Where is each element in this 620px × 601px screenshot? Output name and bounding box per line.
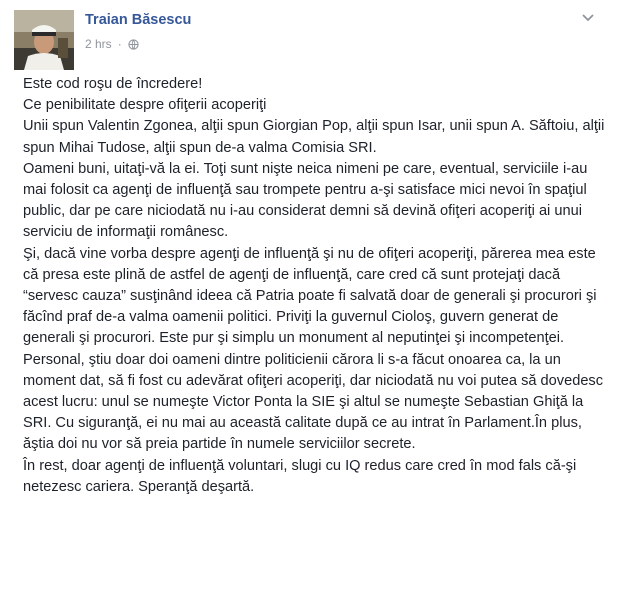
- post-paragraph: Este cod roşu de încredere!: [23, 76, 203, 92]
- post-meta: [85, 37, 139, 51]
- globe-icon[interactable]: [128, 39, 139, 50]
- meta-separator: ·: [117, 37, 122, 51]
- post-paragraph: Oameni buni, uitaţi-vă la ei. Toţi sunt nişte neica nimeni pe care, eventual, serviciile i-au mai folosit ca agenţi de influenţă sau trompete pentru a-şi satisface mici nevoi în spaţiul public, dar pe care niciodată nu i-au considerat demni să devină ofiţeri acoperiţi ai unui serviciu de informaţii românesc.: [23, 160, 588, 241]
- post-paragraph: Unii spun Valentin Zgonea, alţii spun Giorgian Pop, alţii spun Isar, unii spun A. Săftoiu, alţii spun Mihai Tudose, alţii spun de-a valma Comisia SRI.: [23, 118, 605, 156]
- post-paragraph: Şi, dacă vine vorba despre agenţi de influenţă şi nu de ofiţeri acoperiţi, părerea mea este că presa este plină de astfel de agenţi de influenţă, care cred că sunt protejaţi dacă “servesc cauza” susţinând ideea că Patria poate fi salvată doar de generali şi procurori şi făcînd praf de-a valma oamenii politici. Priviţi la guvernul Cioloş, guvern generat de generali şi procurori. Este pur şi simplu un monument al neputinţei şi incompetenţei.: [23, 245, 597, 347]
- avatar[interactable]: [14, 10, 74, 70]
- avatar-photo: [14, 10, 74, 70]
- chevron-down-icon[interactable]: [582, 14, 594, 22]
- author-name-link[interactable]: Traian Băsescu: [85, 12, 192, 28]
- post-text: [23, 74, 608, 498]
- post-paragraph: Ce penibilitate despre ofiţerii acoperiţi: [23, 97, 267, 114]
- post-paragraph: În rest, doar agenţi de influenţă voluntari, slugi cu IQ redus care cred în mod fals că-şi netezesc cariera. Speranţă deşartă.: [23, 457, 577, 495]
- post-timestamp[interactable]: 2 hrs: [85, 37, 112, 51]
- post-paragraph: Personal, ştiu doar doi oameni dintre politicienii cărora li s-a făcut onoarea ca, la un moment dat, să fi fost cu adevărat ofiţeri acoperiţi, dar niciodată nu voi putea să dovedesc acest lucru: unul se numeşte Victor Ponta la SIE şi altul se numeşte Sebastian Ghiţă la SRI. Cu siguranţă, ei nu mai au această calitate după ce au intrat în Parlament.În plus, ăştia doi nu vor să preia partide în numele serviciilor secrete.: [23, 351, 604, 453]
